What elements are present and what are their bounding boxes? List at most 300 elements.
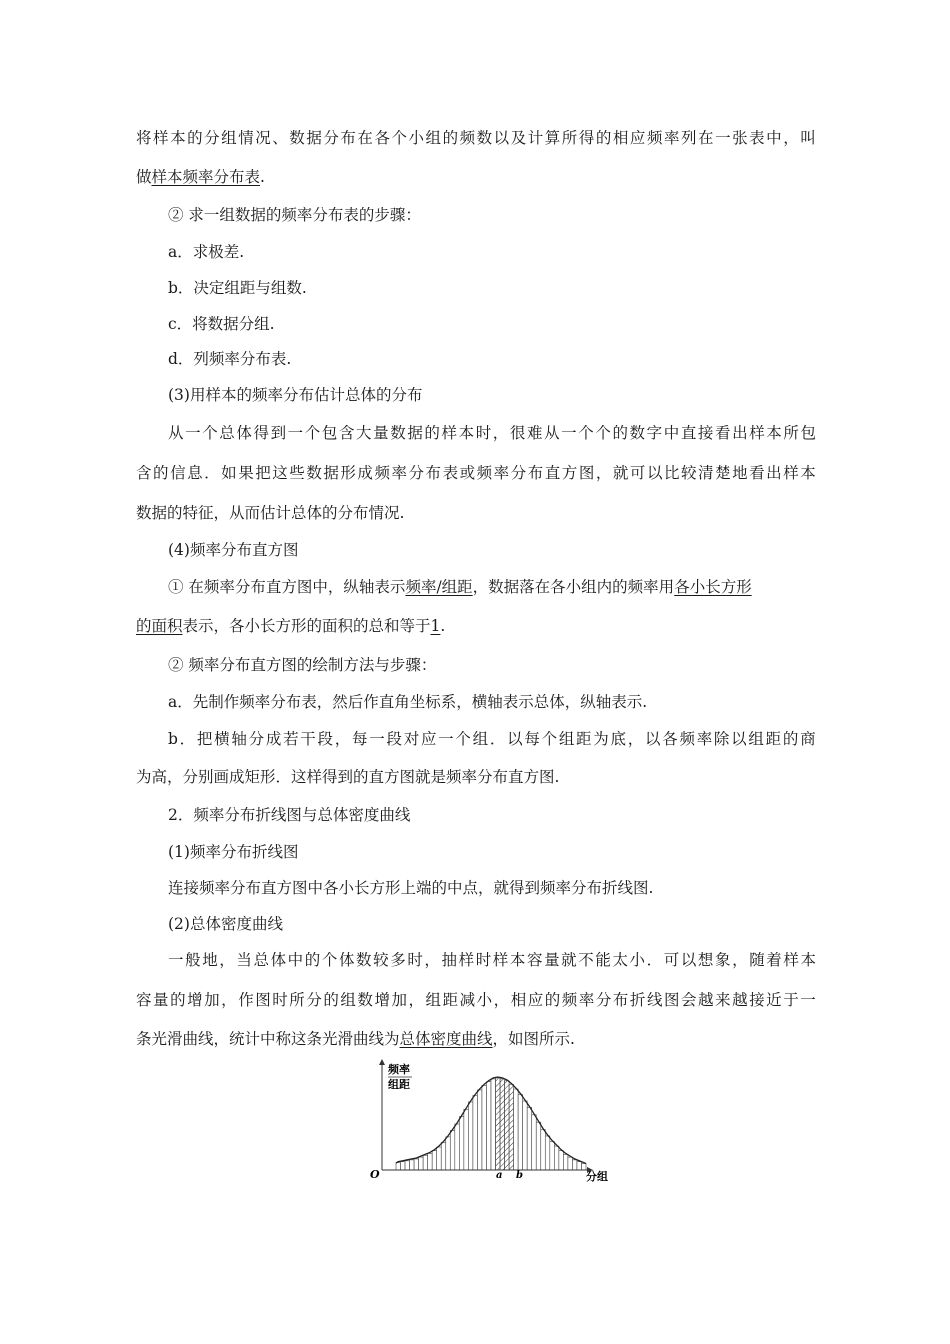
glyph: 多 bbox=[390, 951, 406, 969]
glyph: ， bbox=[595, 464, 612, 482]
glyph: 的 bbox=[544, 991, 561, 1009]
glyph: 成 bbox=[265, 730, 282, 748]
text-run: b．决定组距与组数. bbox=[168, 279, 307, 297]
text-run: ② 频率分布直方图的绘制方法与步骤： bbox=[168, 656, 437, 674]
glyph: 情 bbox=[238, 129, 254, 147]
glyph: 体 bbox=[338, 951, 355, 969]
histogram-bar bbox=[577, 1162, 582, 1170]
glyph: 增 bbox=[187, 991, 203, 1009]
glyph: 应 bbox=[629, 129, 646, 147]
glyph: 般 bbox=[185, 951, 201, 969]
glyph: 率 bbox=[578, 991, 595, 1009]
origin-label: O bbox=[370, 1168, 380, 1181]
glyph: 数 bbox=[629, 424, 646, 442]
glyph: 以 bbox=[507, 730, 523, 748]
glyph: 以 bbox=[493, 129, 510, 147]
glyph: 近 bbox=[766, 991, 782, 1009]
glyph: 率 bbox=[391, 464, 407, 482]
glyph: 算 bbox=[544, 129, 561, 147]
glyph: 容 bbox=[136, 991, 152, 1009]
glyph: 当 bbox=[236, 951, 252, 969]
glyph: 一 bbox=[715, 129, 731, 147]
glyph: ， bbox=[732, 951, 748, 969]
text-run: d．列频率分布表. bbox=[168, 350, 292, 368]
glyph: ． bbox=[179, 730, 196, 748]
text-run: . bbox=[260, 168, 265, 186]
glyph: 样 bbox=[458, 951, 475, 969]
histogram-bar bbox=[450, 1130, 455, 1170]
text-run: 做 bbox=[136, 168, 152, 186]
glyph: 样 bbox=[749, 424, 765, 442]
glyph: 除 bbox=[713, 730, 730, 748]
glyph: 布 bbox=[612, 991, 629, 1009]
glyph: 将 bbox=[136, 129, 152, 147]
glyph: 信 bbox=[170, 464, 186, 482]
glyph: 的 bbox=[323, 991, 339, 1009]
glyph: 段 bbox=[386, 730, 402, 748]
histogram-bar bbox=[545, 1136, 550, 1170]
glyph: 个 bbox=[455, 730, 471, 748]
histogram-bar bbox=[559, 1151, 564, 1170]
glyph: 本 bbox=[170, 129, 186, 147]
glyph: 以 bbox=[731, 730, 747, 748]
glyph: 时 bbox=[407, 951, 423, 969]
histogram-bar bbox=[441, 1142, 446, 1170]
glyph: 会 bbox=[681, 991, 697, 1009]
glyph: 以 bbox=[680, 951, 697, 969]
histogram-bar bbox=[518, 1095, 523, 1170]
glyph: 直 bbox=[680, 424, 697, 442]
subheading bbox=[168, 914, 283, 934]
paragraph-line bbox=[136, 463, 816, 483]
histogram-bar bbox=[473, 1095, 478, 1170]
text-run: 2．频率分布折线图与总体密度曲线 bbox=[168, 806, 411, 824]
glyph: 据 bbox=[407, 424, 423, 442]
glyph: 到 bbox=[270, 424, 287, 442]
glyph: 样 bbox=[492, 951, 509, 969]
glyph: 分 bbox=[408, 464, 425, 482]
glyph: 率 bbox=[696, 730, 713, 748]
glyph: 以 bbox=[644, 730, 661, 748]
glyph: 形 bbox=[340, 464, 356, 482]
text-run: 数据的特征，从而估计总体的分布情况. bbox=[136, 504, 405, 522]
glyph: 布 bbox=[340, 129, 356, 147]
glyph: 直 bbox=[544, 464, 561, 482]
glyph: 、 bbox=[272, 129, 288, 147]
glyph: 中 bbox=[766, 129, 782, 147]
text-run: ，如图所示. bbox=[492, 1030, 575, 1048]
glyph: 叫 bbox=[800, 129, 816, 147]
subheading bbox=[168, 385, 422, 405]
histogram-bar bbox=[464, 1109, 469, 1170]
glyph: 能 bbox=[595, 951, 611, 969]
y-label-bottom: 组距 bbox=[388, 1078, 410, 1091]
glyph: 各 bbox=[374, 129, 390, 147]
paragraph-line bbox=[136, 128, 816, 148]
glyph: 不 bbox=[578, 951, 594, 969]
text-run: c．将数据分组. bbox=[168, 315, 275, 333]
glyph: 横 bbox=[214, 730, 230, 748]
glyph: 些 bbox=[289, 464, 305, 482]
glyph: 较 bbox=[373, 951, 389, 969]
paragraph-line bbox=[168, 423, 816, 443]
glyph: 一 bbox=[287, 424, 304, 442]
glyph: 一 bbox=[561, 424, 577, 442]
glyph: ， bbox=[219, 951, 235, 969]
paragraph-line bbox=[168, 577, 752, 597]
glyph: 较 bbox=[681, 464, 697, 482]
list-item bbox=[168, 692, 647, 712]
subheading bbox=[168, 842, 298, 862]
glyph: 本 bbox=[509, 951, 526, 969]
glyph: 计 bbox=[527, 129, 544, 147]
glyph: 布 bbox=[527, 464, 544, 482]
histogram-bar bbox=[554, 1146, 559, 1170]
glyph: 每 bbox=[352, 730, 368, 748]
glyph: 中 bbox=[663, 424, 680, 442]
glyph: 就 bbox=[612, 464, 629, 482]
histogram-bar bbox=[414, 1159, 419, 1170]
hatched-bar bbox=[500, 1079, 505, 1170]
glyph: ， bbox=[424, 951, 440, 969]
paragraph-line bbox=[168, 205, 421, 225]
hatched-bar bbox=[509, 1084, 514, 1170]
glyph: 从 bbox=[544, 424, 560, 442]
glyph: 频 bbox=[561, 991, 578, 1009]
glyph: 个 bbox=[304, 424, 321, 442]
glyph: 数 bbox=[356, 951, 372, 969]
glyph: 据 bbox=[323, 464, 339, 482]
glyph: 把 bbox=[196, 730, 213, 748]
glyph: ， bbox=[783, 129, 799, 147]
paragraph-line bbox=[136, 503, 404, 523]
histogram-bar bbox=[572, 1160, 577, 1170]
glyph: 一 bbox=[438, 730, 454, 748]
glyph: 时 bbox=[475, 424, 492, 442]
glyph: 的 bbox=[170, 991, 186, 1009]
glyph: 底 bbox=[610, 730, 627, 748]
x-label: 分组 bbox=[586, 1170, 608, 1183]
glyph: 频 bbox=[459, 129, 476, 147]
glyph: 本 bbox=[800, 464, 816, 482]
text-run: ① 在频率分布直方图中，纵轴表示 bbox=[168, 578, 406, 596]
glyph: 个 bbox=[541, 730, 558, 748]
mark-b: b bbox=[516, 1170, 523, 1181]
key-term: 各小长方形 bbox=[674, 578, 752, 596]
text-run: (4)频率分布直方图 bbox=[168, 541, 299, 559]
glyph: 分 bbox=[323, 129, 339, 147]
glyph: 线 bbox=[646, 991, 663, 1009]
glyph: 来 bbox=[715, 991, 731, 1009]
histogram-bar bbox=[446, 1137, 451, 1170]
glyph: 以 bbox=[646, 464, 663, 482]
text-run: (1)频率分布折线图 bbox=[168, 843, 299, 861]
text-run: a．求极差. bbox=[168, 243, 245, 261]
glyph: 样 bbox=[783, 951, 799, 969]
glyph: 率 bbox=[663, 129, 680, 147]
glyph: 可 bbox=[629, 464, 646, 482]
glyph: 量 bbox=[153, 991, 169, 1009]
paragraph-line bbox=[136, 167, 265, 187]
glyph: 总 bbox=[253, 951, 269, 969]
glyph: 在 bbox=[357, 129, 373, 147]
glyph: 分 bbox=[204, 129, 220, 147]
glyph: 距 bbox=[576, 730, 592, 748]
glyph: 减 bbox=[459, 991, 476, 1009]
glyph: 增 bbox=[374, 991, 390, 1009]
histogram-bar bbox=[550, 1141, 555, 1170]
glyph: 所 bbox=[561, 129, 578, 147]
glyph: 本 bbox=[766, 424, 782, 442]
glyph: 方 bbox=[561, 464, 578, 482]
glyph: 一 bbox=[185, 424, 201, 442]
glyph: 在 bbox=[698, 129, 714, 147]
histogram-bar bbox=[428, 1153, 433, 1170]
histogram-bar bbox=[468, 1102, 473, 1170]
glyph: 体 bbox=[236, 424, 252, 442]
glyph: 楚 bbox=[715, 464, 731, 482]
glyph: 的 bbox=[442, 129, 459, 147]
density-curve-figure bbox=[360, 1058, 630, 1183]
histogram-bar bbox=[532, 1115, 537, 1170]
histogram-bar bbox=[563, 1154, 568, 1170]
glyph: 小 bbox=[629, 951, 646, 969]
text-run: 为高，分别画成矩形．这样得到的直方图就是频率分布直方图. bbox=[136, 768, 560, 786]
histogram-bar bbox=[432, 1151, 437, 1170]
glyph: 总 bbox=[219, 424, 235, 442]
paragraph-line bbox=[136, 1029, 575, 1049]
hatched-bar bbox=[496, 1078, 501, 1170]
histogram-bar bbox=[486, 1082, 491, 1170]
glyph: ， bbox=[492, 424, 509, 442]
glyph: 的 bbox=[782, 730, 799, 748]
glyph: 一 bbox=[800, 991, 816, 1009]
glyph: 分 bbox=[248, 730, 265, 748]
glyph: 轴 bbox=[231, 730, 247, 748]
histogram-bars bbox=[396, 1078, 586, 1170]
glyph: 中 bbox=[287, 951, 304, 969]
glyph: 据 bbox=[306, 129, 322, 147]
histogram-bar bbox=[419, 1157, 424, 1170]
glyph: 容 bbox=[526, 951, 543, 969]
text-run: 条光滑曲线，统计中称这条光滑曲线为 bbox=[136, 1030, 400, 1048]
glyph: 越 bbox=[732, 991, 748, 1009]
glyph: 率 bbox=[493, 464, 510, 482]
glyph: 地 bbox=[202, 951, 218, 969]
histogram-bar bbox=[437, 1147, 442, 1170]
text-run: ② 求一组数据的频率分布表的步骤： bbox=[168, 206, 421, 224]
glyph: 应 bbox=[420, 730, 437, 748]
glyph: 张 bbox=[732, 129, 748, 147]
glyph: 量 bbox=[544, 951, 560, 969]
histogram-bar bbox=[477, 1090, 482, 1170]
glyph: 看 bbox=[715, 424, 731, 442]
histogram-bar bbox=[396, 1163, 401, 1170]
glyph: 表 bbox=[749, 129, 765, 147]
histogram-svg bbox=[360, 1058, 630, 1183]
glyph: 时 bbox=[475, 951, 492, 969]
glyph: 为 bbox=[593, 730, 609, 748]
histogram-bar bbox=[514, 1089, 519, 1170]
histogram-bar bbox=[491, 1079, 496, 1170]
list-item bbox=[168, 729, 816, 749]
glyph: 包 bbox=[321, 424, 338, 442]
glyph: 相 bbox=[612, 129, 629, 147]
glyph: 个 bbox=[391, 129, 407, 147]
glyph: 作 bbox=[238, 991, 254, 1009]
glyph: 接 bbox=[749, 991, 765, 1009]
glyph: 应 bbox=[527, 991, 544, 1009]
histogram-bar bbox=[568, 1157, 573, 1170]
glyph: 个 bbox=[321, 951, 338, 969]
glyph: 图 bbox=[663, 991, 680, 1009]
glyph: 于 bbox=[783, 991, 799, 1009]
glyph: 着 bbox=[766, 951, 782, 969]
section-heading bbox=[168, 805, 410, 825]
glyph: 小 bbox=[408, 129, 425, 147]
glyph: 的 bbox=[153, 464, 169, 482]
glyph: 想 bbox=[697, 951, 714, 969]
list-item bbox=[168, 314, 275, 334]
list-item bbox=[168, 242, 244, 262]
glyph: 组 bbox=[425, 991, 442, 1009]
glyph: 个 bbox=[595, 424, 611, 442]
glyph: 组 bbox=[748, 730, 764, 748]
glyph: 象 bbox=[715, 951, 731, 969]
glyph: 频 bbox=[679, 730, 695, 748]
glyph: 这 bbox=[272, 464, 288, 482]
glyph: 大 bbox=[356, 424, 372, 442]
glyph: 体 bbox=[270, 951, 287, 969]
text-run: (3)用样本的频率分布估计总体的分布 bbox=[168, 386, 423, 404]
text-run: (2)总体密度曲线 bbox=[168, 915, 283, 933]
glyph: 分 bbox=[595, 991, 612, 1009]
histogram-bar bbox=[410, 1160, 415, 1170]
histogram-bar bbox=[423, 1155, 428, 1170]
glyph: 的 bbox=[187, 129, 203, 147]
glyph: 所 bbox=[783, 424, 799, 442]
glyph: 接 bbox=[697, 424, 714, 442]
paragraph-line bbox=[136, 990, 816, 1010]
glyph: 包 bbox=[800, 424, 816, 442]
paragraph-line bbox=[168, 950, 816, 970]
glyph: 得 bbox=[578, 129, 595, 147]
glyph: 随 bbox=[749, 951, 765, 969]
glyph: 段 bbox=[317, 730, 334, 748]
histogram-bar bbox=[523, 1101, 528, 1170]
glyph: 果 bbox=[238, 464, 254, 482]
glyph: 一 bbox=[369, 730, 385, 748]
glyph: 从 bbox=[168, 424, 184, 442]
glyph: 分 bbox=[510, 464, 527, 482]
glyph: 的 bbox=[304, 951, 321, 969]
glyph: 清 bbox=[698, 464, 714, 482]
glyph: 小 bbox=[476, 991, 493, 1009]
glyph: 各 bbox=[662, 730, 678, 748]
glyph: 把 bbox=[255, 464, 271, 482]
list-item bbox=[168, 349, 291, 369]
paragraph-line bbox=[136, 616, 445, 636]
mark-a: a bbox=[496, 1170, 503, 1181]
glyph: 看 bbox=[749, 464, 765, 482]
key-term: 频率/组距 bbox=[405, 578, 473, 596]
glyph: 若 bbox=[283, 730, 299, 748]
glyph: 的 bbox=[424, 424, 440, 442]
glyph: 息 bbox=[187, 464, 203, 482]
glyph: 比 bbox=[663, 464, 680, 482]
glyph: 出 bbox=[732, 424, 748, 442]
glyph: 组 bbox=[425, 129, 442, 147]
glyph: ， bbox=[221, 991, 237, 1009]
glyph: 频 bbox=[476, 464, 493, 482]
glyph: 抽 bbox=[441, 951, 458, 969]
glyph: 的 bbox=[612, 424, 628, 442]
glyph: 地 bbox=[732, 464, 748, 482]
glyph: 每 bbox=[524, 730, 540, 748]
glyph: 太 bbox=[612, 951, 628, 969]
histogram-bar bbox=[527, 1107, 532, 1170]
glyph: 很 bbox=[509, 424, 526, 442]
glyph: b bbox=[168, 730, 178, 748]
glyph: 图 bbox=[255, 991, 271, 1009]
glyph: ， bbox=[493, 991, 510, 1009]
glyph: 可 bbox=[663, 951, 680, 969]
glyph: ． bbox=[646, 951, 663, 969]
glyph: 折 bbox=[629, 991, 646, 1009]
glyph: 组 bbox=[472, 730, 489, 748]
glyph: 数 bbox=[289, 129, 305, 147]
glyph: 数 bbox=[390, 424, 406, 442]
glyph: 的 bbox=[595, 129, 612, 147]
glyph: 组 bbox=[221, 129, 237, 147]
glyph: 图 bbox=[578, 464, 595, 482]
glyph: 出 bbox=[766, 464, 782, 482]
glyph: 如 bbox=[221, 464, 237, 482]
glyph: ， bbox=[334, 730, 351, 748]
histogram-bar bbox=[459, 1117, 464, 1170]
glyph: 含 bbox=[136, 464, 152, 482]
key-term: 样本频率分布表 bbox=[151, 168, 261, 186]
glyph: 得 bbox=[253, 424, 269, 442]
glyph: 组 bbox=[558, 730, 575, 748]
text-run: 连接频率分布直方图中各小长方形上端的中点，就得到频率分布折线图. bbox=[168, 879, 654, 897]
key-term: 总体密度曲线 bbox=[399, 1030, 493, 1048]
glyph: 个 bbox=[578, 424, 594, 442]
glyph: 数 bbox=[357, 991, 373, 1009]
glyph: ， bbox=[408, 991, 425, 1009]
glyph: ， bbox=[627, 730, 644, 748]
key-term: 1 bbox=[430, 617, 441, 635]
glyph: 及 bbox=[510, 129, 527, 147]
glyph: 样 bbox=[783, 464, 799, 482]
glyph: 数 bbox=[306, 464, 322, 482]
glyph: 所 bbox=[289, 991, 305, 1009]
glyph: 样 bbox=[441, 424, 458, 442]
list-item bbox=[168, 278, 307, 298]
glyph: 时 bbox=[272, 991, 288, 1009]
glyph: 表 bbox=[442, 464, 459, 482]
glyph: 或 bbox=[459, 464, 476, 482]
glyph: 商 bbox=[800, 730, 816, 748]
glyph: 距 bbox=[765, 730, 782, 748]
glyph: 加 bbox=[391, 991, 407, 1009]
glyph: 频 bbox=[646, 129, 663, 147]
glyph: 一 bbox=[168, 951, 184, 969]
text-run: . bbox=[440, 617, 446, 635]
glyph: 距 bbox=[442, 991, 459, 1009]
text-run: 表示，各小长方形的面积的总和等于 bbox=[182, 617, 431, 635]
glyph: 组 bbox=[340, 991, 356, 1009]
